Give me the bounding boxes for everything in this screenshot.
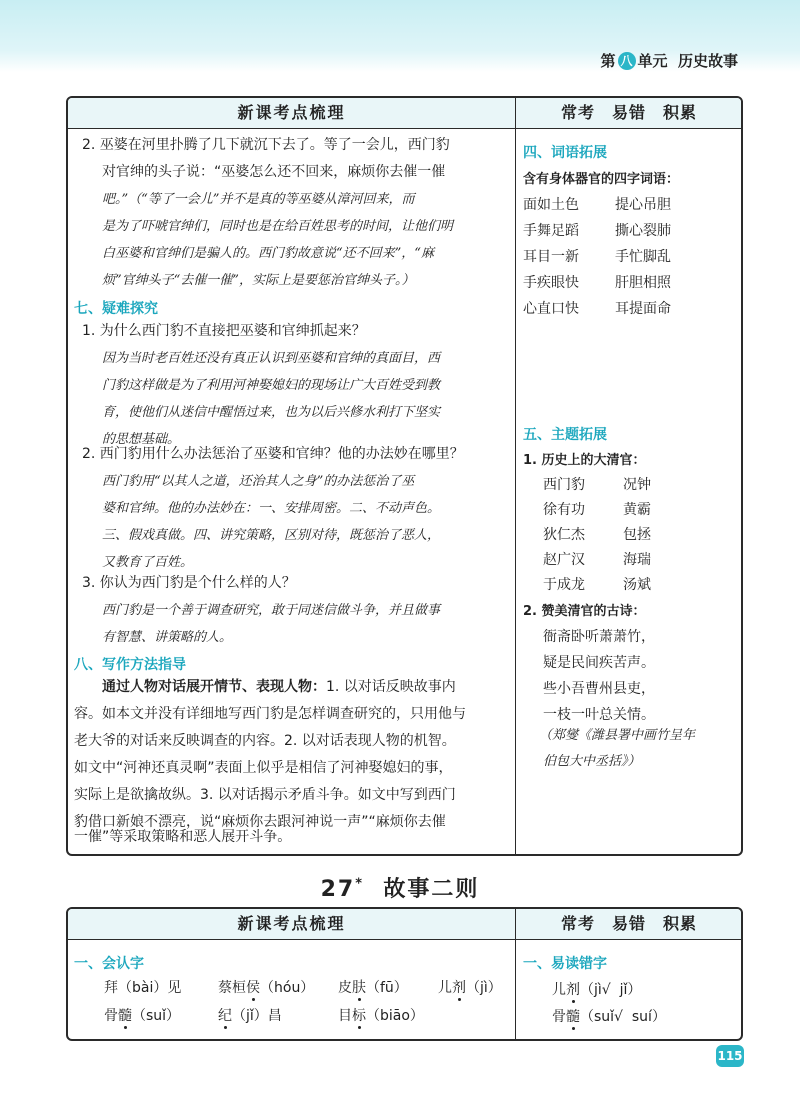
s8-line: 容。如本文并没有详细地写西门豹是怎样调查研究的，只用他与: [74, 706, 466, 722]
section-1-title: 一、会认字: [74, 956, 144, 972]
q2-line: 吧。”（“等了一会儿”并不是真的等巫婆从漳河回来，而: [102, 192, 415, 207]
poem-line: 一枝一叶总关情。: [543, 707, 655, 723]
official-name: 黄霸: [623, 502, 651, 518]
idiom: 耳目一新: [523, 249, 579, 265]
s7-answer-line: 三、假戏真做。四、讲究策略，区别对待，既惩治了恶人，: [102, 528, 441, 543]
idiom: 耳提面命: [615, 301, 671, 317]
idiom: 提心吊胆: [615, 197, 671, 213]
s8-line: 一催”等采取策略和恶人展开斗争。: [74, 829, 292, 845]
s8-line: 豹借口新娘不漂亮，说“麻烦你去跟河神说一声”“麻烦你去催: [74, 814, 446, 830]
s8-line: 实际上是欲擒故纵。3. 以对话揭示矛盾斗争。如文中写到西门: [74, 787, 456, 803]
q2-line: 白巫婆和官绅们是骗人的。西门豹故意说“还不回来”，“麻: [102, 246, 434, 261]
s8-line: 老大爷的对话来反映调查的内容。2. 以对话表现人物的机智。: [74, 733, 456, 749]
q2-line: 烦”官绅头子“去催一催”，实际上是要惩治官绅头子。）: [102, 273, 415, 288]
poem-line: 疑是民间疾苦声。: [543, 655, 655, 671]
s8-first-rest: 1. 以对话反映故事内: [326, 679, 456, 695]
section-7-title: 七、疑难探究: [74, 301, 158, 317]
idiom: 手舞足蹈: [523, 223, 579, 239]
s7-answer-line: 因为当时老百姓还没有真正认识到巫婆和官绅的真面目，西: [102, 351, 441, 366]
right-header: 常考 易错 积累: [560, 103, 697, 122]
poem-source: （郑燮《潍县署中画竹呈年: [539, 728, 696, 743]
unit-tag: 第 八 单元 历史故事: [600, 52, 738, 70]
left-header: 新课考点梳理: [237, 103, 346, 122]
char-item: 蔡桓侯（hóu）: [218, 977, 314, 997]
idiom: 肝胆相照: [615, 275, 671, 291]
char-item: 纪（jǐ）昌: [218, 1005, 282, 1025]
char-item: 目标（biāo）: [338, 1005, 424, 1025]
s7-question-2: 2. 西门豹用什么办法惩治了巫婆和官绅？他的办法妙在哪里？: [82, 446, 464, 462]
right-header: 常考 易错 积累: [560, 914, 697, 933]
left-header: 新课考点梳理: [237, 914, 346, 933]
q2-line: 2. 巫婆在河里扑腾了几下就沉下去了。等了一会儿，西门豹: [82, 137, 450, 153]
s7-answer-line: 的思想基础。: [102, 432, 181, 447]
idiom: 心直口快: [523, 301, 579, 317]
s7-question-3: 3. 你认为西门豹是个什么样的人？: [82, 575, 296, 591]
top-study-box: [66, 96, 743, 856]
s7-answer-line: 门豹这样做是为了利用河神娶媳妇的现场让广大百姓受到教: [102, 378, 441, 393]
section-8-title: 八、写作方法指导: [74, 657, 186, 673]
s8-bold-lead: 通过人物对话展开情节、表现人物：: [102, 679, 326, 695]
section-4-title: 四、词语拓展: [523, 145, 607, 161]
s8-line: 如文中“河神还真灵啊”表面上似乎是相信了河神娶媳妇的事，: [74, 760, 453, 776]
official-name: 海瑞: [623, 552, 651, 568]
q2-line: 是为了吓唬官绅们，同时也是在给百姓思考的时间，让他们明: [102, 219, 454, 234]
poem-line: 衙斋卧听萧萧竹，: [543, 629, 655, 645]
official-name: 包拯: [623, 527, 651, 543]
idiom: 面如土色: [523, 197, 579, 213]
lesson-mark: *: [355, 876, 365, 892]
s7-answer-line: 西门豹是一个善于调查研究，敢于同迷信做斗争，并且做事: [102, 603, 441, 618]
box-header: [68, 98, 741, 129]
char-item: 儿剂（jì）: [438, 977, 502, 997]
error-char-item: 骨髓（suǐ√ suí）: [552, 1006, 666, 1026]
poem-line: 些小吾曹州县吏，: [543, 681, 655, 697]
section-r1-title: 一、易读错字: [523, 956, 607, 972]
s7-answer-line: 婆和官绅。他的办法妙在：一、安排周密。二、不动声色。: [102, 501, 441, 516]
section-5-title: 五、主题拓展: [523, 427, 607, 443]
s7-question-1: 1. 为什么西门豹不直接把巫婆和官绅抓起来？: [82, 323, 366, 339]
column-divider: [515, 909, 516, 1039]
official-name: 于成龙: [543, 577, 585, 593]
s7-answer-line: 有智慧、讲策略的人。: [102, 630, 233, 645]
lesson-title: [0, 872, 800, 903]
column-divider: [515, 98, 516, 854]
official-name: 汤斌: [623, 577, 651, 593]
lesson-number: 27: [320, 877, 356, 902]
idiom: 手忙脚乱: [615, 249, 671, 265]
official-name: 狄仁杰: [543, 527, 585, 543]
official-name: 徐有功: [543, 502, 585, 518]
official-name: 西门豹: [543, 477, 585, 493]
idiom: 手疾眼快: [523, 275, 579, 291]
char-item: 拜（bài）见: [104, 980, 182, 996]
s5-subtitle-1: 1. 历史上的大清官：: [523, 453, 646, 468]
error-char-item: 儿剂（jì√ jǐ）: [552, 979, 641, 999]
char-item: 骨髓（suǐ）: [104, 1005, 180, 1025]
box-header: [68, 909, 741, 940]
s7-answer-line: 西门豹用“以其人之道，还治其人之身”的办法惩治了巫: [102, 474, 415, 489]
s8-first-line: [102, 674, 456, 701]
s7-answer-line: 育，使他们从迷信中醒悟过来，也为以后兴修水利打下坚实: [102, 405, 441, 420]
s4-subtitle: 含有身体器官的四字词语：: [523, 172, 680, 187]
official-name: 赵广汉: [543, 552, 585, 568]
idiom: 撕心裂肺: [615, 223, 671, 239]
bottom-study-box: [66, 907, 743, 1041]
q2-line: 对官绅的头子说：“巫婆怎么还不回来，麻烦你去催一催: [102, 164, 446, 180]
s7-answer-line: 又教育了百姓。: [102, 555, 194, 570]
poem-source: 伯包大中丞括》）: [543, 754, 641, 769]
lesson-name: 故事二则: [383, 877, 480, 902]
page-number: 115: [716, 1045, 744, 1067]
s5-subtitle-2: 2. 赞美清官的古诗：: [523, 604, 646, 619]
official-name: 况钟: [623, 477, 651, 493]
char-item: 皮肤（fū）: [338, 977, 408, 997]
